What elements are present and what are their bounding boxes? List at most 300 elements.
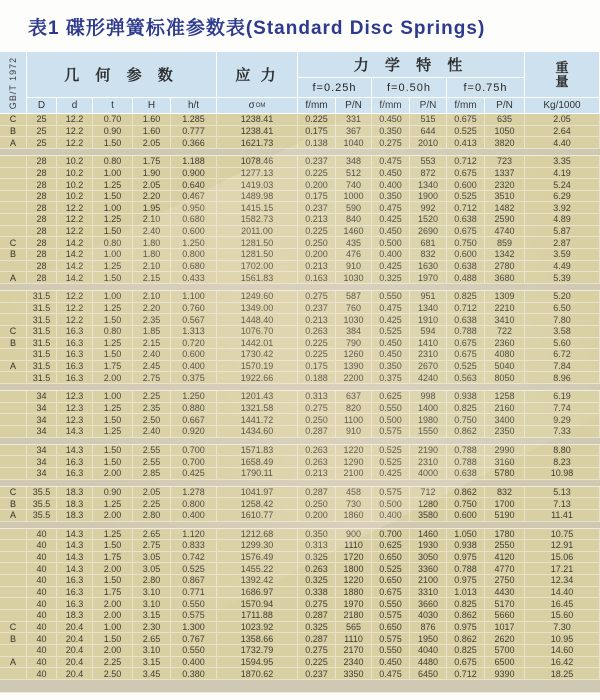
col-header-ht: h/t xyxy=(171,98,217,114)
cell: 872 xyxy=(410,168,447,179)
table-row xyxy=(0,540,600,552)
table-row xyxy=(0,391,600,403)
cell: 16.3 xyxy=(57,468,93,479)
cell: 0.563 xyxy=(447,372,485,383)
cell: 1030 xyxy=(336,272,372,283)
cell: 28 xyxy=(27,156,57,167)
cell: 3.15 xyxy=(133,657,171,668)
cell: 1260 xyxy=(336,349,372,360)
cell: 28 xyxy=(27,214,57,225)
cell: 0.287 xyxy=(298,633,336,644)
cell: 2.00 xyxy=(93,468,133,479)
cell: 1.90 xyxy=(133,168,171,179)
cell: 4740 xyxy=(485,226,525,237)
cell: 1.25 xyxy=(93,303,133,314)
cell: 2.25 xyxy=(133,391,171,402)
cell: 0.638 xyxy=(447,468,485,479)
cell: 1570.94 xyxy=(217,598,298,609)
cell: 1.25 xyxy=(93,261,133,272)
cell: 476 xyxy=(336,249,372,260)
cell: 1.300 xyxy=(171,622,217,633)
cell: 2.25 xyxy=(133,498,171,509)
cell: 0.712 xyxy=(447,668,485,679)
cell: 14.3 xyxy=(57,529,93,540)
cell: 4080 xyxy=(485,349,525,360)
cell: 12.2 xyxy=(57,214,93,225)
cell: 0.375 xyxy=(171,372,217,383)
cell: 8050 xyxy=(485,372,525,383)
cell: 1582.73 xyxy=(217,214,298,225)
table-row xyxy=(0,445,600,457)
table-row xyxy=(0,610,600,622)
cell: 2210 xyxy=(485,303,525,314)
cell: 0.200 xyxy=(298,249,336,260)
cell: 0.237 xyxy=(298,303,336,314)
cell: 722 xyxy=(485,326,525,337)
cell: 1299.30 xyxy=(217,540,298,551)
row-class-label xyxy=(0,291,27,302)
cell: 0.638 xyxy=(447,314,485,325)
cell: 644 xyxy=(410,126,447,137)
standard-label: GB/T 1972 xyxy=(8,56,18,109)
cell: 0.767 xyxy=(171,633,217,644)
cell: 3360 xyxy=(410,563,447,574)
cell: 0.350 xyxy=(372,126,410,137)
cell: 7.13 xyxy=(525,498,600,509)
cell: 40 xyxy=(27,529,57,540)
cell: 0.825 xyxy=(447,645,485,656)
col-header-fmm-1: f/mm xyxy=(298,98,336,114)
cell: 10.2 xyxy=(57,156,93,167)
cell: 0.777 xyxy=(171,126,217,137)
cell: 1.75 xyxy=(93,587,133,598)
cell: 1.50 xyxy=(93,226,133,237)
cell: 1.250 xyxy=(171,237,217,248)
cell: 1576.49 xyxy=(217,552,298,563)
cell: 1.75 xyxy=(133,156,171,167)
cell: 31.5 xyxy=(27,361,57,372)
cell: 0.600 xyxy=(447,510,485,521)
cell: 20.4 xyxy=(57,622,93,633)
table-row xyxy=(0,668,600,680)
cell: 14.3 xyxy=(57,552,93,563)
cell: 0.600 xyxy=(171,226,217,237)
cell: 20.4 xyxy=(57,657,93,668)
cell: 1.25 xyxy=(93,403,133,414)
cell: 0.640 xyxy=(171,179,217,190)
table-row xyxy=(0,303,600,315)
cell: 14.2 xyxy=(57,249,93,260)
row-class-label xyxy=(0,426,27,437)
cell: 1337 xyxy=(485,168,525,179)
cell: 4.89 xyxy=(525,214,600,225)
cell: 10.2 xyxy=(57,191,93,202)
cell: 0.742 xyxy=(171,552,217,563)
cell: 0.325 xyxy=(298,575,336,586)
cell: 1392.42 xyxy=(217,575,298,586)
table-row xyxy=(0,272,600,284)
cell: 0.525 xyxy=(372,456,410,467)
cell: 14.3 xyxy=(57,563,93,574)
group-separator xyxy=(0,284,600,291)
cell: 2.80 xyxy=(133,510,171,521)
cell: 16.3 xyxy=(57,326,93,337)
cell: 5700 xyxy=(485,645,525,656)
cell: 2.55 xyxy=(133,456,171,467)
table-row xyxy=(0,622,600,634)
cell: 5.87 xyxy=(525,226,600,237)
cell: 3680 xyxy=(485,272,525,283)
col-header-D: D xyxy=(27,98,57,114)
cell: 0.237 xyxy=(298,202,336,213)
cell: 512 xyxy=(336,168,372,179)
cell: 1238.41 xyxy=(217,126,298,137)
cell: 14.2 xyxy=(57,272,93,283)
cell: 18.3 xyxy=(57,610,93,621)
cell: 1238.41 xyxy=(217,114,298,125)
table-row xyxy=(0,179,600,191)
cell: 12.2 xyxy=(57,303,93,314)
table-row xyxy=(0,214,600,226)
cell: 31.5 xyxy=(27,349,57,360)
cell: 7.74 xyxy=(525,403,600,414)
cell: 1415.15 xyxy=(217,202,298,213)
row-class-label: B xyxy=(0,633,27,644)
cell: 1030 xyxy=(336,314,372,325)
cell: 20.4 xyxy=(57,633,93,644)
cell: 2011.00 xyxy=(217,226,298,237)
cell: 2990 xyxy=(485,445,525,456)
cell: 910 xyxy=(336,426,372,437)
cell: 0.600 xyxy=(171,349,217,360)
cell: 0.575 xyxy=(372,633,410,644)
cell: 0.400 xyxy=(372,179,410,190)
cell: 0.400 xyxy=(171,657,217,668)
cell: 12.91 xyxy=(525,540,600,551)
cell: 1.278 xyxy=(171,487,217,498)
cell: 0.788 xyxy=(447,445,485,456)
row-class-label xyxy=(0,403,27,414)
cell: 0.667 xyxy=(171,414,217,425)
cell: 4480 xyxy=(410,657,447,668)
cell: 0.825 xyxy=(447,291,485,302)
cell: 2360 xyxy=(485,338,525,349)
cell: 12.2 xyxy=(57,291,93,302)
cell: 0.450 xyxy=(372,226,410,237)
cell: 0.225 xyxy=(298,114,336,125)
cell: 2.10 xyxy=(133,214,171,225)
cell: 0.450 xyxy=(372,338,410,349)
cell: 2.87 xyxy=(525,237,600,248)
cell: 40 xyxy=(27,668,57,679)
cell: 1730.42 xyxy=(217,349,298,360)
cell: 16.45 xyxy=(525,598,600,609)
table-row xyxy=(0,191,600,203)
row-class-label xyxy=(0,445,27,456)
cell: 1280 xyxy=(410,498,447,509)
cell: 2160 xyxy=(485,403,525,414)
row-class-label xyxy=(0,179,27,190)
cell: 2.40 xyxy=(133,226,171,237)
cell: 0.425 xyxy=(372,214,410,225)
cell: 2.05 xyxy=(525,114,600,125)
table-row xyxy=(0,338,600,350)
table-row xyxy=(0,633,600,645)
cell: 2.05 xyxy=(133,137,171,148)
row-class-label xyxy=(0,552,27,563)
cell: 832 xyxy=(410,249,447,260)
cell: 2.25 xyxy=(93,657,133,668)
cell: 2310 xyxy=(410,456,447,467)
cell: 1281.50 xyxy=(217,249,298,260)
col-header-weight-unit: Kg/1000 xyxy=(525,98,600,114)
cell: 3050 xyxy=(410,552,447,563)
cell: 0.350 xyxy=(372,191,410,202)
cell: 1.50 xyxy=(93,575,133,586)
cell: 1.25 xyxy=(93,338,133,349)
group-separator xyxy=(0,522,600,529)
table-row xyxy=(0,426,600,438)
cell: 0.213 xyxy=(298,314,336,325)
cell: 11.41 xyxy=(525,510,600,521)
table-row xyxy=(0,575,600,587)
cell: 2.35 xyxy=(133,403,171,414)
cell: 2.35 xyxy=(133,314,171,325)
cell: 20.4 xyxy=(57,645,93,656)
cell: 1220 xyxy=(336,575,372,586)
cell: 4240 xyxy=(410,372,447,383)
cell: 832 xyxy=(485,487,525,498)
cell: 4.19 xyxy=(525,168,600,179)
group-separator xyxy=(0,680,600,693)
row-class-label: B xyxy=(0,126,27,137)
cell: 4000 xyxy=(410,468,447,479)
cell: 10.98 xyxy=(525,468,600,479)
cell: 17.21 xyxy=(525,563,600,574)
cell: 1489.98 xyxy=(217,191,298,202)
cell: 0.375 xyxy=(372,372,410,383)
cell: 14.3 xyxy=(57,540,93,551)
cell: 0.263 xyxy=(298,563,336,574)
cell: 0.400 xyxy=(171,510,217,521)
cell: 2.20 xyxy=(133,303,171,314)
cell: 4770 xyxy=(485,563,525,574)
cell: 2.00 xyxy=(93,510,133,521)
cell: 2.55 xyxy=(133,445,171,456)
cell: 1732.79 xyxy=(217,645,298,656)
cell: 14.2 xyxy=(57,237,93,248)
cell: 0.450 xyxy=(372,657,410,668)
cell: 0.680 xyxy=(171,261,217,272)
cell: 1702.00 xyxy=(217,261,298,272)
table-row xyxy=(0,361,600,373)
cell: 2690 xyxy=(410,226,447,237)
table-row xyxy=(0,261,600,273)
cell: 0.700 xyxy=(171,445,217,456)
cell: 2.15 xyxy=(133,272,171,283)
cell: 1419.03 xyxy=(217,179,298,190)
cell: 3.59 xyxy=(525,249,600,260)
cell: 1400 xyxy=(410,403,447,414)
cell: 723 xyxy=(485,156,525,167)
cell: 1570.19 xyxy=(217,361,298,372)
cell: 7.30 xyxy=(525,622,600,633)
cell: 1212.68 xyxy=(217,529,298,540)
cell: 2.00 xyxy=(93,372,133,383)
cell: 16.3 xyxy=(57,598,93,609)
cell: 1442.01 xyxy=(217,338,298,349)
row-class-label xyxy=(0,587,27,598)
row-class-label xyxy=(0,261,27,272)
row-class-label: A xyxy=(0,361,27,372)
cell: 1610.77 xyxy=(217,510,298,521)
cell: 5780 xyxy=(485,468,525,479)
cell: 35.5 xyxy=(27,487,57,498)
cell: 1.00 xyxy=(93,249,133,260)
cell: 0.525 xyxy=(372,563,410,574)
cell: 0.70 xyxy=(93,114,133,125)
cell: 0.625 xyxy=(372,391,410,402)
cell: 5190 xyxy=(485,510,525,521)
col-header-pn-2: P/N xyxy=(410,98,447,114)
cell: 0.862 xyxy=(447,426,485,437)
cell: 3.10 xyxy=(133,598,171,609)
cell: 2010 xyxy=(410,137,447,148)
cell: 2.15 xyxy=(133,338,171,349)
cell: 515 xyxy=(410,114,447,125)
cell: 7.80 xyxy=(525,314,600,325)
cell: 1880 xyxy=(336,587,372,598)
table-row xyxy=(0,587,600,599)
cell: 0.475 xyxy=(372,202,410,213)
cell: 1970 xyxy=(410,272,447,283)
cell: 0.550 xyxy=(372,598,410,609)
cell: 2200 xyxy=(336,372,372,383)
cell: 1.25 xyxy=(93,498,133,509)
cell: 12.2 xyxy=(57,314,93,325)
cell: 1.00 xyxy=(93,168,133,179)
cell: 12.3 xyxy=(57,414,93,425)
cell: 1686.97 xyxy=(217,587,298,598)
cell: 1.50 xyxy=(93,540,133,551)
cell: 2310 xyxy=(410,349,447,360)
cell: 0.600 xyxy=(447,179,485,190)
cell: 1800 xyxy=(336,563,372,574)
row-class-label: A xyxy=(0,657,27,668)
cell: 0.975 xyxy=(447,575,485,586)
header-deflection-025h: f=0.25h xyxy=(298,78,372,98)
cell: 0.450 xyxy=(372,349,410,360)
cell: 1860 xyxy=(336,510,372,521)
cell: 0.675 xyxy=(447,349,485,360)
page-title: 表1 碟形弹簧标准参数表(Standard Disc Springs) xyxy=(28,18,486,39)
cell: 876 xyxy=(410,622,447,633)
cell: 0.825 xyxy=(447,598,485,609)
cell: 0.200 xyxy=(298,510,336,521)
cell: 1594.95 xyxy=(217,657,298,668)
row-class-label: C xyxy=(0,237,27,248)
cell: 0.80 xyxy=(93,237,133,248)
cell: 3350 xyxy=(336,668,372,679)
table-row xyxy=(0,657,600,669)
cell: 16.3 xyxy=(57,372,93,383)
row-class-label xyxy=(0,610,27,621)
cell: 0.700 xyxy=(171,456,217,467)
cell: 840 xyxy=(336,214,372,225)
cell: 0.475 xyxy=(372,156,410,167)
cell: 40 xyxy=(27,622,57,633)
cell: 1711.88 xyxy=(217,610,298,621)
cell: 40 xyxy=(27,540,57,551)
row-class-label xyxy=(0,414,27,425)
cell: 0.80 xyxy=(93,156,133,167)
cell: 0.90 xyxy=(93,126,133,137)
cell: 0.263 xyxy=(298,456,336,467)
cell: 1.25 xyxy=(93,529,133,540)
cell: 40 xyxy=(27,598,57,609)
cell: 1.80 xyxy=(133,237,171,248)
cell: 635 xyxy=(485,114,525,125)
cell: 7.33 xyxy=(525,426,600,437)
table-row xyxy=(0,563,600,575)
cell: 0.575 xyxy=(372,487,410,498)
cell: 348 xyxy=(336,156,372,167)
cell: 34 xyxy=(27,445,57,456)
cell: 1621.73 xyxy=(217,137,298,148)
cell: 1950 xyxy=(410,633,447,644)
cell: 1550 xyxy=(410,426,447,437)
cell: 0.638 xyxy=(447,214,485,225)
cell: 4.40 xyxy=(525,137,600,148)
cell: 0.575 xyxy=(171,610,217,621)
cell: 1201.43 xyxy=(217,391,298,402)
cell: 16.42 xyxy=(525,657,600,668)
cell: 1258 xyxy=(485,391,525,402)
col-header-d: d xyxy=(57,98,93,114)
cell: 730 xyxy=(336,498,372,509)
row-class-label xyxy=(0,314,27,325)
cell: 0.675 xyxy=(447,657,485,668)
cell: 1.100 xyxy=(171,291,217,302)
row-class-label xyxy=(0,456,27,467)
cell: 8.80 xyxy=(525,445,600,456)
cell: 1340 xyxy=(410,303,447,314)
cell: 0.475 xyxy=(372,668,410,679)
cell: 1.50 xyxy=(93,191,133,202)
group-separator xyxy=(0,384,600,391)
table-row xyxy=(0,249,600,261)
cell: 998 xyxy=(410,391,447,402)
cell: 0.862 xyxy=(447,633,485,644)
cell: 0.250 xyxy=(298,414,336,425)
cell: 992 xyxy=(410,202,447,213)
table-row xyxy=(0,529,600,541)
cell: 0.833 xyxy=(171,540,217,551)
cell: 2100 xyxy=(336,468,372,479)
cell: 910 xyxy=(336,261,372,272)
cell: 2.80 xyxy=(133,575,171,586)
cell: 2.50 xyxy=(93,668,133,679)
cell: 0.712 xyxy=(447,156,485,167)
row-class-label xyxy=(0,226,27,237)
cell: 16.3 xyxy=(57,456,93,467)
table-row xyxy=(0,510,600,522)
table-row xyxy=(0,645,600,657)
cell: 0.213 xyxy=(298,214,336,225)
cell: 1482 xyxy=(485,202,525,213)
table-row xyxy=(0,291,600,303)
table-row xyxy=(0,487,600,499)
